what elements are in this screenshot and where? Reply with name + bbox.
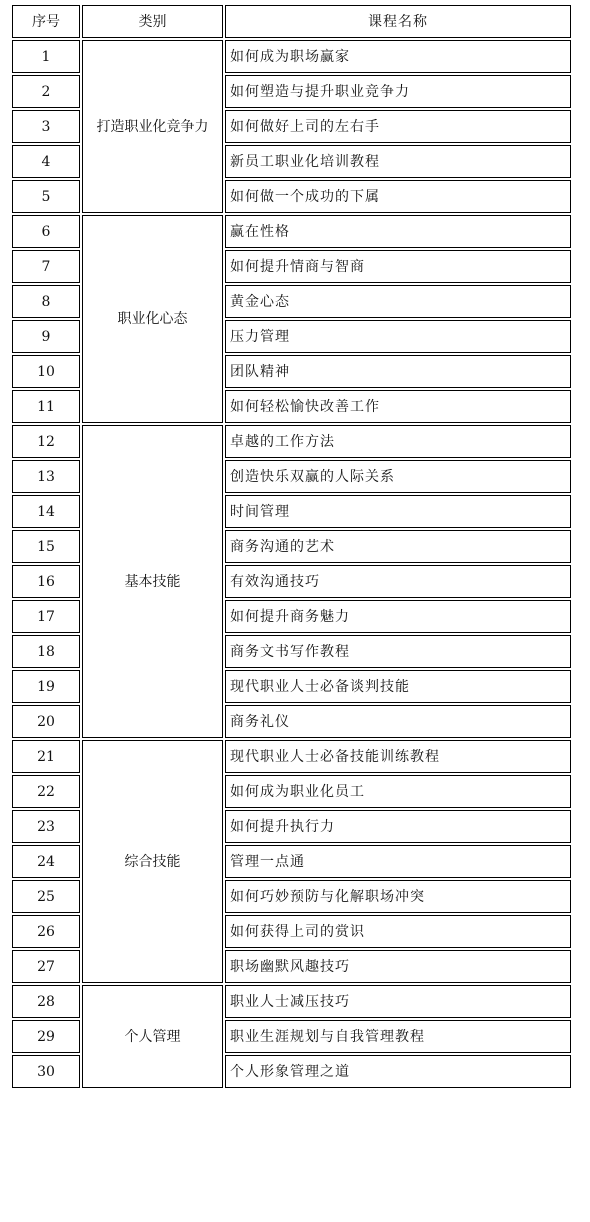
category-cell: 打造职业化竞争力 <box>82 40 223 213</box>
row-number: 30 <box>12 1055 80 1088</box>
course-name: 职业人士减压技巧 <box>225 985 571 1018</box>
row-number: 2 <box>12 75 80 108</box>
course-name: 如何做好上司的左右手 <box>225 110 571 143</box>
course-name: 商务礼仪 <box>225 705 571 738</box>
row-number: 7 <box>12 250 80 283</box>
header-row <box>12 5 571 38</box>
course-name: 管理一点通 <box>225 845 571 878</box>
course-name: 团队精神 <box>225 355 571 388</box>
course-name: 职场幽默风趣技巧 <box>225 950 571 983</box>
row-number: 11 <box>12 390 80 423</box>
row-number: 13 <box>12 460 80 493</box>
table-header <box>12 5 571 38</box>
header-category: 类别 <box>82 5 223 38</box>
row-number: 4 <box>12 145 80 178</box>
course-name: 创造快乐双赢的人际关系 <box>225 460 571 493</box>
course-name: 如何做一个成功的下属 <box>225 180 571 213</box>
row-number: 22 <box>12 775 80 808</box>
row-number: 9 <box>12 320 80 353</box>
header-no: 序号 <box>12 5 80 38</box>
course-name: 卓越的工作方法 <box>225 425 571 458</box>
row-number: 21 <box>12 740 80 773</box>
row-number: 25 <box>12 880 80 913</box>
row-number: 16 <box>12 565 80 598</box>
course-name: 现代职业人士必备技能训练教程 <box>225 740 571 773</box>
course-name: 现代职业人士必备谈判技能 <box>225 670 571 703</box>
course-table <box>10 3 573 1090</box>
course-name: 职业生涯规划与自我管理教程 <box>225 1020 571 1053</box>
row-number: 23 <box>12 810 80 843</box>
row-number: 20 <box>12 705 80 738</box>
course-name: 商务文书写作教程 <box>225 635 571 668</box>
course-name: 如何获得上司的赏识 <box>225 915 571 948</box>
table-row <box>12 425 571 458</box>
course-name: 如何成为职业化员工 <box>225 775 571 808</box>
row-number: 6 <box>12 215 80 248</box>
row-number: 19 <box>12 670 80 703</box>
row-number: 26 <box>12 915 80 948</box>
row-number: 3 <box>12 110 80 143</box>
table-row <box>12 40 571 73</box>
row-number: 29 <box>12 1020 80 1053</box>
category-cell: 个人管理 <box>82 985 223 1088</box>
category-cell: 基本技能 <box>82 425 223 738</box>
row-number: 27 <box>12 950 80 983</box>
header-course: 课程名称 <box>225 5 571 38</box>
row-number: 18 <box>12 635 80 668</box>
row-number: 14 <box>12 495 80 528</box>
category-cell: 职业化心态 <box>82 215 223 423</box>
table-row <box>12 740 571 773</box>
row-number: 8 <box>12 285 80 318</box>
table-row <box>12 985 571 1018</box>
row-number: 24 <box>12 845 80 878</box>
course-name: 如何提升情商与智商 <box>225 250 571 283</box>
course-name: 商务沟通的艺术 <box>225 530 571 563</box>
course-name: 黄金心态 <box>225 285 571 318</box>
row-number: 15 <box>12 530 80 563</box>
row-number: 17 <box>12 600 80 633</box>
row-number: 1 <box>12 40 80 73</box>
row-number: 12 <box>12 425 80 458</box>
table-body <box>12 40 571 1088</box>
course-name: 有效沟通技巧 <box>225 565 571 598</box>
course-name: 如何轻松愉快改善工作 <box>225 390 571 423</box>
course-name: 如何塑造与提升职业竞争力 <box>225 75 571 108</box>
row-number: 10 <box>12 355 80 388</box>
course-name: 新员工职业化培训教程 <box>225 145 571 178</box>
course-name: 压力管理 <box>225 320 571 353</box>
category-cell: 综合技能 <box>82 740 223 983</box>
course-name: 如何巧妙预防与化解职场冲突 <box>225 880 571 913</box>
table-row <box>12 215 571 248</box>
course-name: 如何提升商务魅力 <box>225 600 571 633</box>
row-number: 28 <box>12 985 80 1018</box>
row-number: 5 <box>12 180 80 213</box>
course-name: 赢在性格 <box>225 215 571 248</box>
course-name: 如何提升执行力 <box>225 810 571 843</box>
course-name: 时间管理 <box>225 495 571 528</box>
course-name: 个人形象管理之道 <box>225 1055 571 1088</box>
course-name: 如何成为职场赢家 <box>225 40 571 73</box>
